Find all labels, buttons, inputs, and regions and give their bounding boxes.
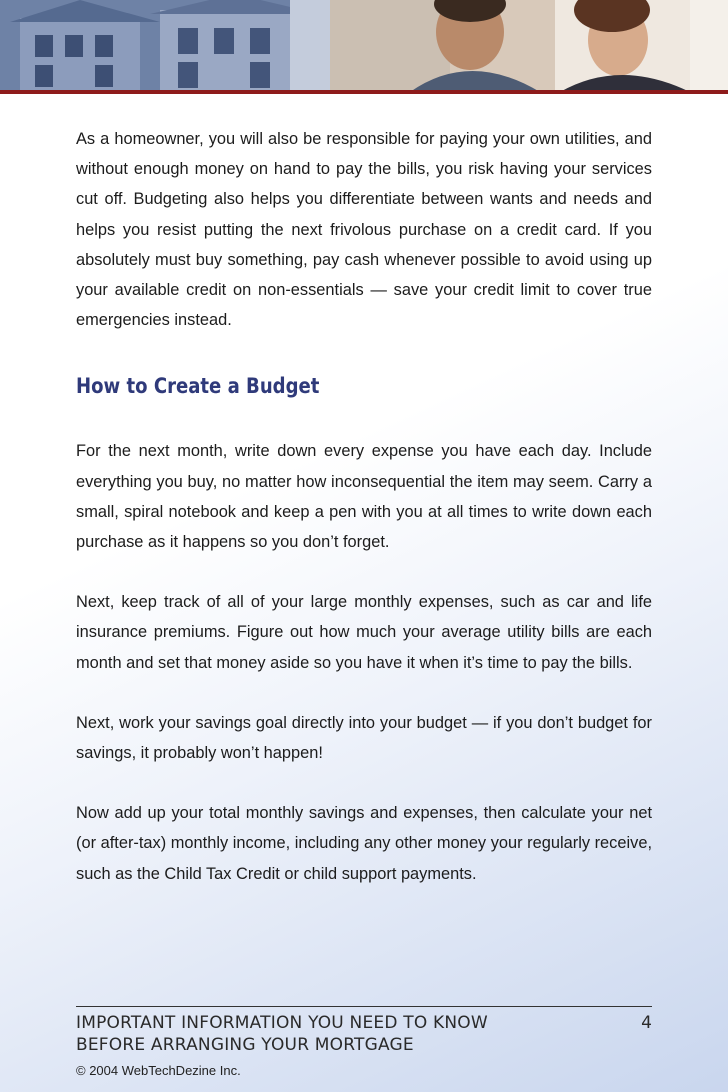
footer-title <box>76 1012 636 1056</box>
main-content <box>76 124 652 889</box>
footer-title-line-1: IMPORTANT INFORMATION YOU NEED TO KNOW <box>76 1013 488 1033</box>
paragraph-homeowner: As a homeowner, you will also be responsible for paying your own utilities, and without enough money on hand to pay the bills, you risk having your services cut off. Budgeting also helps you differentiate between wants and needs and helps you resist putting the next frivolous purchase on a credit card. If you absolutely must buy something, pay cash whenever possible to avoid using up your available credit on non-essentials — save your credit limit to cover true emergencies instead. <box>76 130 652 330</box>
house-and-people-photo-icon <box>0 0 728 92</box>
footer-rule <box>76 1006 652 1007</box>
section-heading: How to Create a Budget <box>76 374 320 399</box>
paragraph-monthly-expenses: Next, keep track of all of your large monthly expenses, such as car and life insurance premiums. Figure out how much your average utility bills are each month and set that money aside so you have it when it’s time to pay the bills. <box>76 593 652 672</box>
footer-title-line-2: BEFORE ARRANGING YOUR MORTGAGE <box>76 1035 414 1055</box>
page-number: 4 <box>641 1013 652 1033</box>
paragraph-track-expenses: For the next month, write down every expense you have each day. Include everything you buy, no matter how inconsequential the item may seem. Carry a small, spiral notebook and keep a pen with you at all times to write down each purchase as it happens so you don’t forget. <box>76 442 652 552</box>
header-rule <box>0 90 728 94</box>
paragraph-net-income: Now add up your total monthly savings and expenses, then calculate your net (or after-tax) monthly income, including any other money your regularly receive, such as the Child Tax Credit or child support payments. <box>76 804 652 883</box>
header-banner-photo <box>0 0 728 92</box>
paragraph-savings-goal: Next, work your savings goal directly into your budget — if you don’t budget for savings, it probably won’t happen! <box>76 713 652 763</box>
copyright-notice: © 2004 WebTechDezine Inc. <box>76 1063 241 1078</box>
